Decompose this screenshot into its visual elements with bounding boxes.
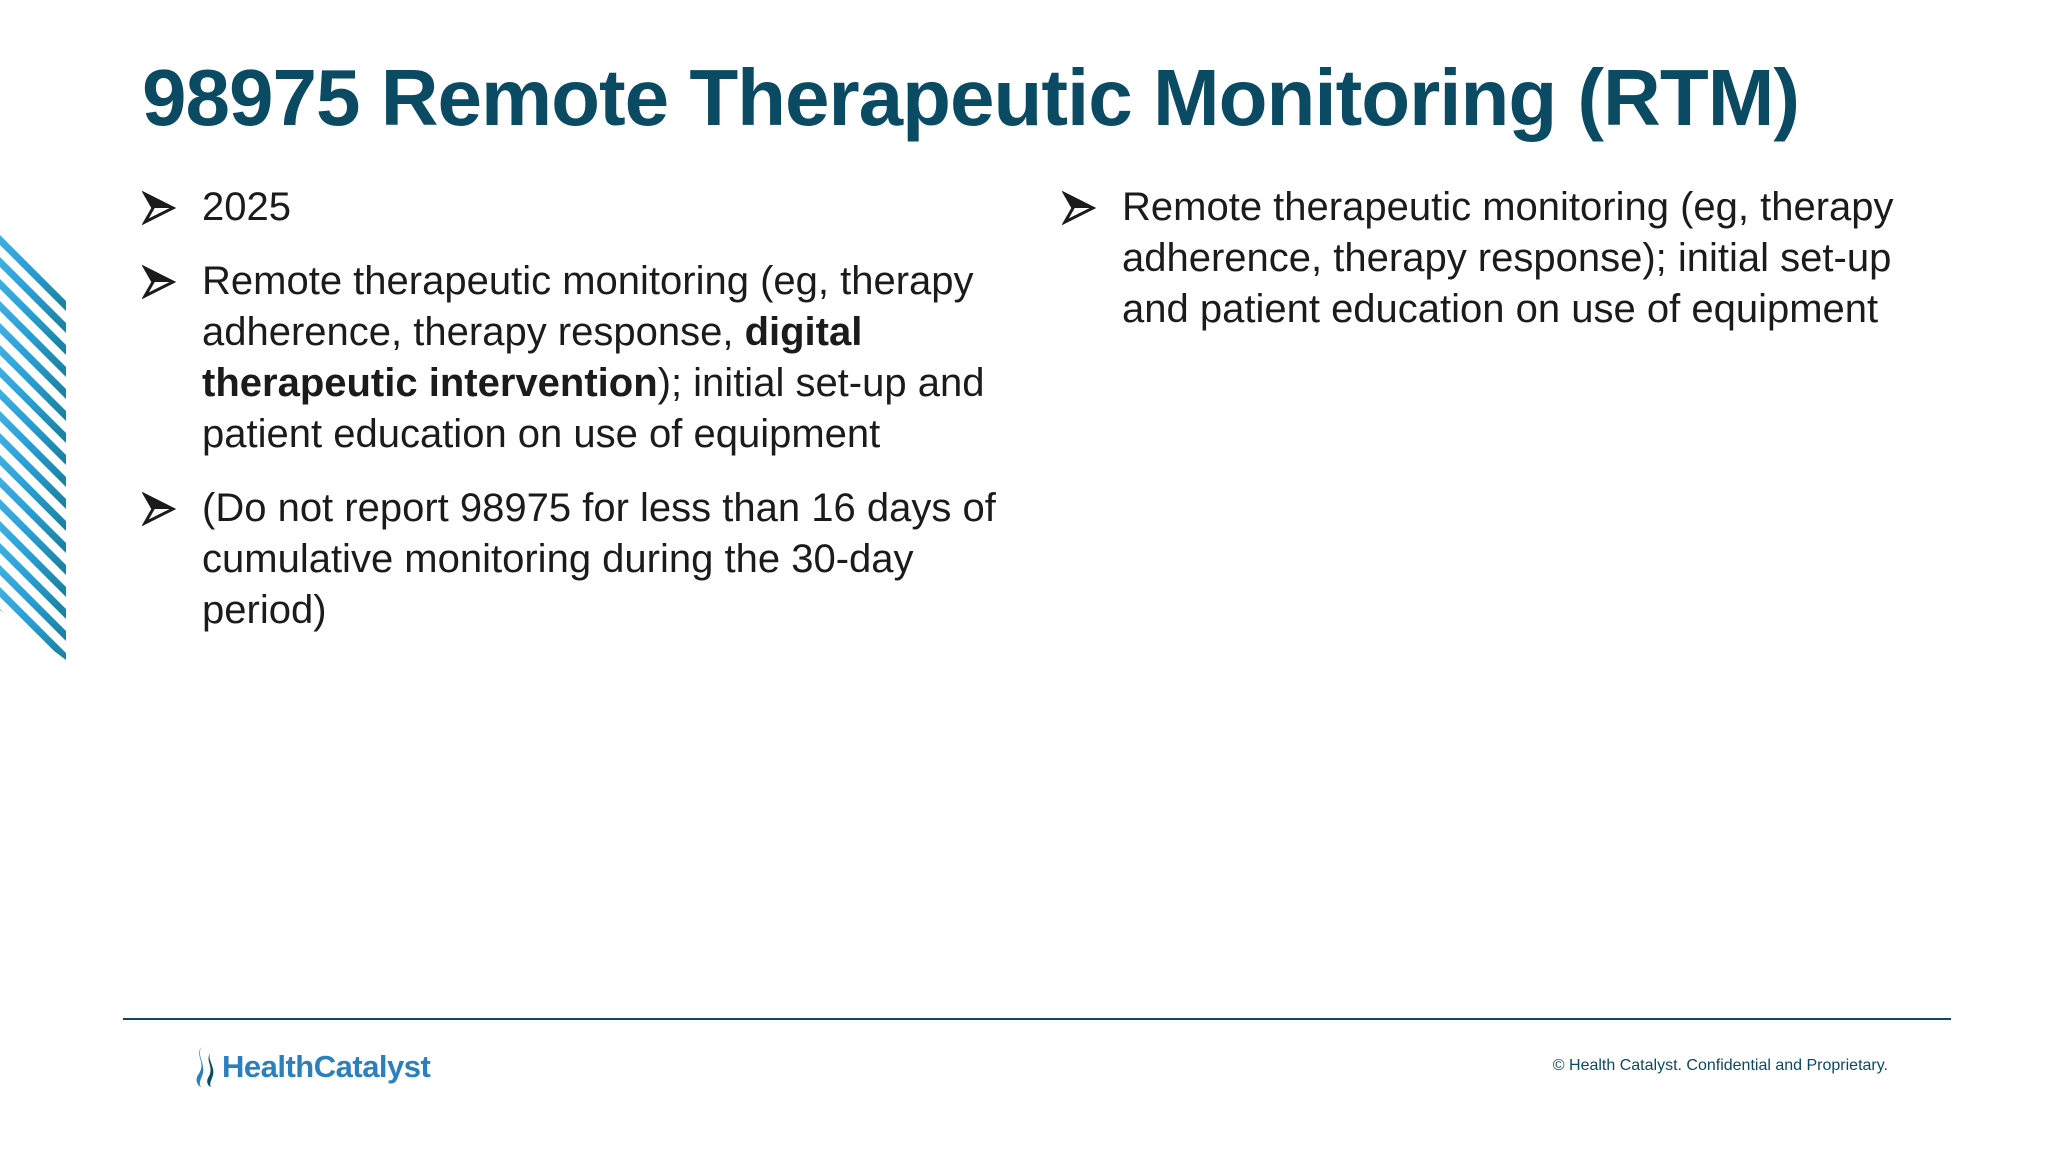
list-item [142, 182, 1012, 233]
arrowhead-bullet-icon [142, 265, 176, 299]
list-item-text-before: Remote therapeutic monitoring (eg, therapy adherence, therapy response, [202, 259, 974, 354]
list-item-text: Remote therapeutic monitoring (eg, therapy adherence, therapy response); initial set-up and patient education on use of equipment [1122, 185, 1894, 331]
arrowhead-bullet-icon [142, 492, 176, 526]
right-bullet-list [1062, 182, 1942, 358]
slide-title: 98975 Remote Therapeutic Monitoring (RTM) [142, 53, 1799, 142]
confidential-note: © Health Catalyst. Confidential and Proprietary. [1552, 1057, 1888, 1074]
arrowhead-bullet-icon [142, 191, 176, 225]
list-item-text-bold: digital therapeutic intervention [202, 310, 863, 405]
arrowhead-bullet-icon [1062, 191, 1096, 225]
list-item-text: 2025 [202, 185, 291, 229]
list-item-text: (Do not report 98975 for less than 16 days of cumulative monitoring during the 30-day period) [202, 486, 996, 632]
left-bullet-list [142, 182, 1012, 659]
decorative-stripes [0, 200, 70, 660]
list-item [1062, 182, 1942, 335]
list-item [142, 483, 1012, 636]
footer-divider [123, 1018, 1951, 1020]
list-item-text-after: ); initial set-up and patient education on use of equipment [202, 361, 985, 456]
flame-icon [192, 1045, 218, 1089]
list-item [142, 256, 1012, 460]
logo-text: HealthCatalyst [222, 1049, 431, 1084]
health-catalyst-logo [192, 1044, 430, 1090]
